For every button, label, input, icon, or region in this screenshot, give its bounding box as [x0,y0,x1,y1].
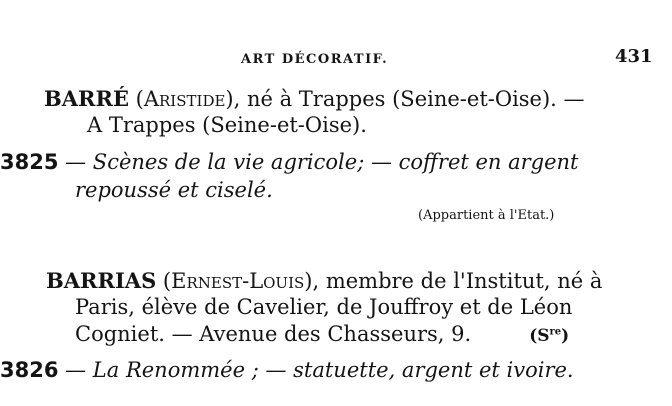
entry-barre-work-line-2: repoussé et ciselé. [75,178,273,202]
work-title: — Scènes de la vie agricole; — coffret en argent [58,150,579,174]
address-text: Cogniet. — Avenue des Chasseurs, 9. [75,322,472,346]
entry-barrias-bio-line-1 [46,270,602,292]
entry-barrias-work-line-1 [0,360,574,381]
page-number: 431 [615,46,653,67]
artist-given-name: (Aristide) [135,87,234,111]
work-title: — La Renommée ; — statuette, argent et ivoire. [58,358,574,382]
running-header-title: ART DÉCORATIF. [241,52,389,67]
artist-surname: BARRIAS [46,268,157,293]
bio-text: , membre de l'Institut, né à [312,269,603,293]
entry-barrias-bio-line-3 [75,324,569,345]
catalog-number: 3825 [0,150,59,174]
entry-barre-bio-line-2: A Trappes (Seine-et-Oise). [87,113,367,137]
artist-surname: BARRÉ [44,86,129,111]
mark-superscript: re [549,326,562,338]
bio-text: , né à Trappes (Seine-et-Oise). — [233,87,585,111]
mark-close: ) [561,326,570,346]
entry-barre-work-line-1 [0,152,579,173]
ownership-note: (Appartient à l'Etat.) [418,208,555,223]
mark-open: (S [529,326,550,346]
reference-mark [529,326,569,346]
entry-barrias-bio-line-2: Paris, élève de Cavelier, de Jouffroy et de Léon [75,295,573,319]
catalog-number: 3826 [0,358,59,382]
entry-barre-bio-line-1 [44,88,585,110]
artist-given-name: (Ernest-Louis) [162,269,313,293]
